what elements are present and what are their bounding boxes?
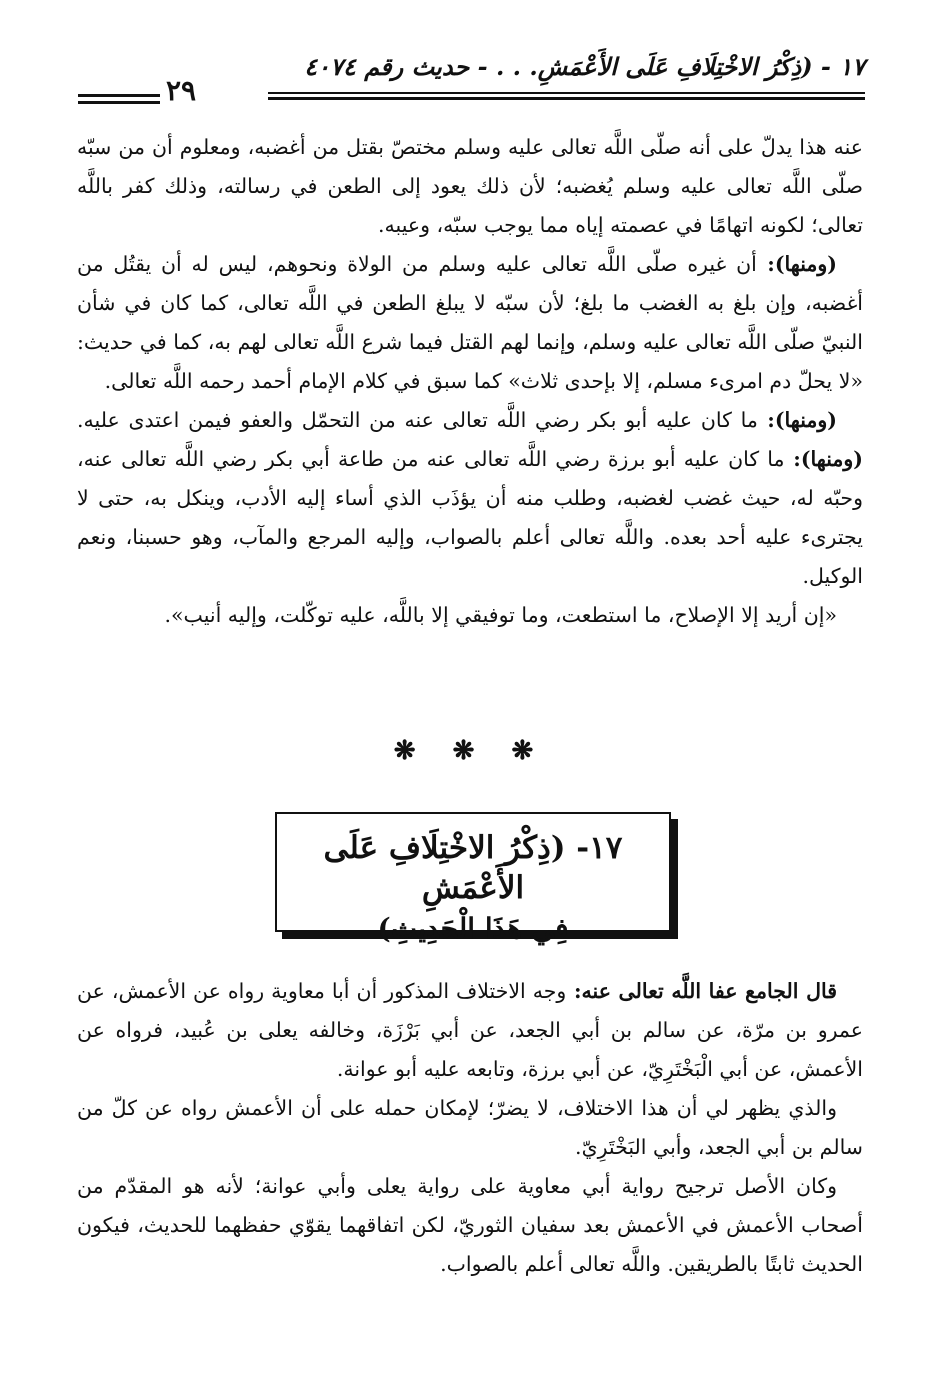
paragraph-label: قال الجامع عفا اللَّه تعالى عنه: <box>566 979 838 1003</box>
section-separator: ❋ ❋ ❋ <box>393 736 548 766</box>
paragraph-text: والذي يظهر لي أن هذا الاختلاف، لا يضرّ؛ لإمكان حمله على أن الأعمش رواه عن كلّ من سالم بن أبي الجعد، وأبي البَخْتَرِيّ. <box>77 1096 863 1159</box>
top-text-block <box>77 128 863 635</box>
paragraph <box>77 596 863 635</box>
paragraph <box>77 1167 863 1284</box>
paragraph-label: (ومنها): <box>757 408 837 432</box>
chapter-title-line2: فِي هَذَا الْحَدِيثِ) <box>377 912 569 945</box>
paragraph-text: ما كان عليه أبو بكر رضي اللَّه تعالى عنه من التحمّل والعفو فيمن اعتدى عليه. <box>77 408 758 432</box>
paragraph <box>77 401 863 596</box>
paragraph-label: (ومنها): <box>784 447 863 471</box>
paragraph <box>77 1089 863 1167</box>
chapter-title-line1: ١٧- (ذِكْرُ الاخْتِلَافِ عَلَى الأَعْمَشِ <box>323 830 623 906</box>
running-header <box>78 52 865 107</box>
paragraph-text: «إن أريد إلا الإصلاح، ما استطعت، وما توفيقي إلا باللَّه، عليه توكّلت، وإليه أنيب». <box>164 603 837 627</box>
paragraph-text: وكان الأصل ترجيح رواية أبي معاوية على رواية يعلى وأبي عوانة؛ لأنه هو المقدّم من أصحاب الأعمش في الأعمش بعد سفيان الثوريّ، لكن اتفاقهما يقوّي حفظهما للحديث، فيكون الحديث ثابتًا بالطريقين. واللَّه تعالى أعلم بالصواب. <box>77 1174 863 1276</box>
header-rule <box>268 92 865 94</box>
paragraph-text: ما كان عليه أبو برزة رضي اللَّه تعالى عنه من طاعة أبي بكر رضي اللَّه تعالى عنه، وحبّه له، حيث غضب لغضبه، وطلب منه أن يؤذَب الذي أساء إليه الأدب، وينكل به، حتى لا يجترىء عليه أحد بعده. واللَّه تعالى أعلم بالصواب، وإليه المرجع والمآب، وهو حسبنا، ونعم الوكيل. <box>77 447 863 588</box>
paragraph <box>77 245 863 401</box>
paragraph <box>77 128 863 245</box>
paragraph <box>77 972 863 1089</box>
bottom-text-block <box>77 972 863 1284</box>
page-number: ٢٩ <box>166 74 197 107</box>
paragraph-text: وجه الاختلاف المذكور أن أبا معاوية رواه عن الأعمش، عن عمرو بن مرّة، عن سالم بن أبي الجعد، عن أبي بَرْزَة، وخالفه يعلى بن عُبيد، فرواه عن الأعمش، عن أبي الْبَخْتَرِيّ، عن أبي برزة، وتابعه عليه أبو عوانة. <box>77 979 863 1081</box>
running-header-title: ١٧ - (ذِكْرُ الاخْتِلَافِ عَلَى الأَعْمَشِ. . . - حديث رقم ٤٠٧٤ <box>304 52 865 81</box>
paragraph-label: (ومنها): <box>756 252 837 276</box>
paragraph-text: أن غيره صلّى اللَّه تعالى عليه وسلم من الولاة ونحوهم، ليس له أن يقتُل من أغضبه، وإن بلغ به الغضب ما بلغ؛ لأن سبّه لا يبلغ الطعن في اللَّه تعالى، كما كان في شأن النبيّ صلّى اللَّه تعالى عليه وسلم، وإنما لهم القتل فيما شرع اللَّه تعالى لهم به، كما في حديث: «لا يحلّ دم امرىء مسلم، إلا بإحدى ثلاث» كما سبق في كلام الإمام أحمد رحمه اللَّه تعالى. <box>77 252 863 393</box>
header-left-rules <box>78 94 160 108</box>
chapter-title-box <box>275 812 671 945</box>
header-rule-thick <box>268 97 865 100</box>
paragraph-text: عنه هذا يدلّ على أنه صلّى اللَّه تعالى عليه وسلم مختصّ بقتل من أغضبه، ومعلوم أن من سبّه صلّى اللَّه تعالى عليه وسلم يُغضبه؛ لأن ذلك يعود إلى الطعن في رسالته، وذلك كفر باللَّه تعالى؛ لكونه اتهامًا في عصمته إياه مما يوجب سبّه، وعيبه. <box>77 135 863 237</box>
